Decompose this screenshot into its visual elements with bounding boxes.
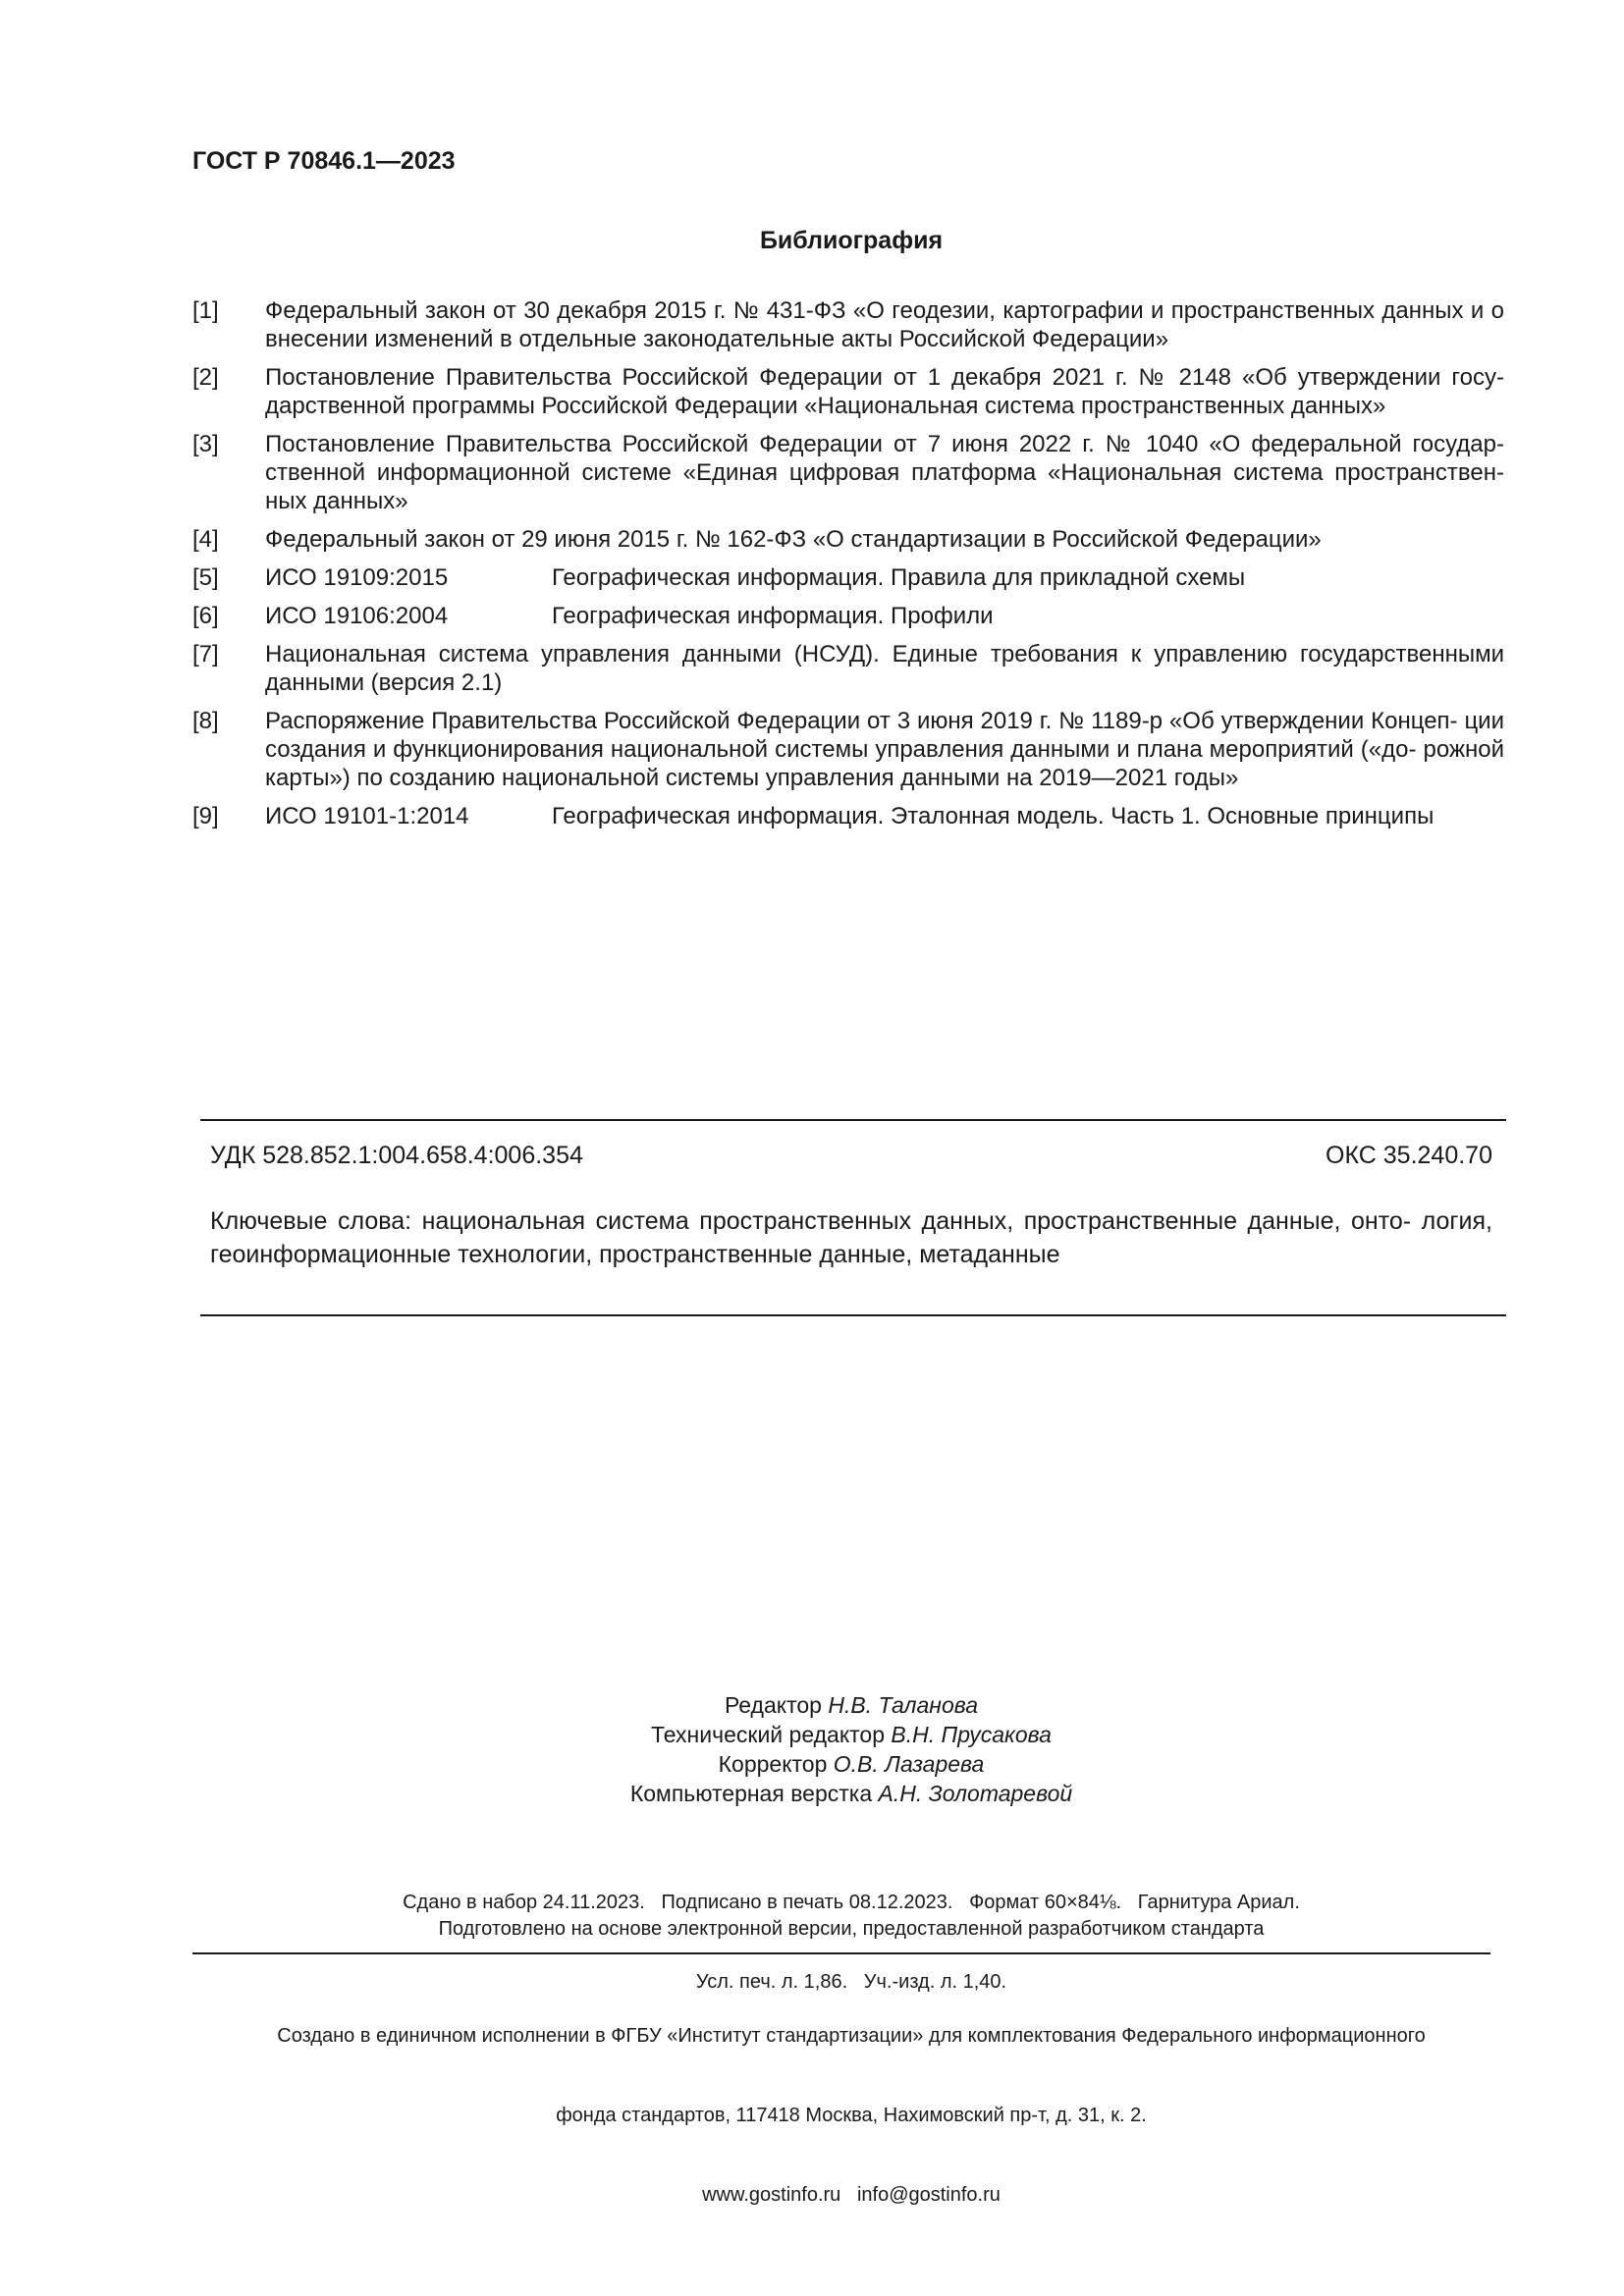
bibliography-item-text [265, 707, 1504, 792]
standard-code: ИСО 19106:2004 [265, 603, 449, 629]
bibliography-item [192, 363, 1504, 420]
bibliography-item-number: [5] [192, 564, 219, 591]
standard-code: ИСО 19101-1:2014 [265, 803, 469, 829]
editor-role: Редактор [724, 1692, 822, 1718]
divider-top [200, 1119, 1506, 1121]
text-line: Постановление Правительства Российской Федерации от 1 декабря 2021 г. № 2148 «Об утверждении госу- [265, 364, 1504, 391]
editor-line [0, 1779, 1624, 1808]
created-note-line: фонда стандартов, 117418 Москва, Нахимовский пр-т, д. 31, к. 2. [556, 2105, 1147, 2126]
divider-footer [192, 1952, 1490, 1954]
bibliography-item-number: [3] [192, 431, 219, 457]
text-line: ных данных» [265, 488, 408, 514]
text-line: рожной карты») по созданию национальной системы управления данными на 2019—2021 годы» [265, 736, 1505, 791]
standard-title: Географическая информация. Профили [552, 603, 994, 629]
text-line: Постановление Правительства Российской Федерации от 7 июня 2022 г. № 1040 «О федеральной государ- [265, 431, 1504, 457]
bibliography-item-text [265, 525, 1504, 554]
editor-name: О.В. Лазарева [833, 1751, 985, 1777]
text-line: Ключевые слова: национальная система пространственных данных, пространственные данные, онто- [210, 1207, 1412, 1235]
standard-title: Географическая информация. Правила для прикладной схемы [552, 564, 1246, 591]
bibliography-item-text [265, 430, 1504, 515]
standard-code: ИСО 19109:2015 [265, 564, 449, 591]
created-note-contacts: www.gostinfo.ru info@gostinfo.ru [702, 2184, 1001, 2206]
standard-title: Географическая информация. Эталонная модель. Часть 1. Основные принципы [552, 803, 1435, 829]
created-note [0, 1970, 1624, 2235]
bibliography-item-number: [8] [192, 708, 219, 734]
bibliography-item [192, 602, 1504, 630]
document-code: ГОСТ Р 70846.1—2023 [192, 147, 456, 175]
udk-code: УДК 528.852.1:004.658.4:006.354 [210, 1142, 583, 1169]
bibliography-item-text [265, 296, 1504, 353]
editor-role: Компьютерная верстка [629, 1781, 873, 1806]
bibliography-item [192, 430, 1504, 515]
divider-bottom [200, 1314, 1506, 1316]
oks-code: ОКС 35.240.70 [1326, 1142, 1492, 1169]
text-line: ственной информационной системе «Единая цифровая платформа «Национальная система пространствен- [265, 459, 1504, 486]
bibliography-item-text [265, 602, 1504, 630]
text-line: Федеральный закон от 29 июня 2015 г. № 162-ФЗ «О стандартизации в Российской Федерации» [265, 526, 1322, 553]
text-line: логия, геоинформационные технологии, пространственные данные, метаданные [210, 1207, 1492, 1268]
bibliography-item [192, 707, 1504, 792]
text-line: Национальная система управления данными (НСУД). Единые требования к управлению государственными [265, 641, 1504, 667]
bibliography-item [192, 640, 1504, 697]
bibliography-item-number: [4] [192, 526, 219, 553]
editor-role: Технический редактор [651, 1722, 886, 1747]
text-line: Федеральный закон от 30 декабря 2015 г. № 431-ФЗ «О геодезии, картографии и пространственных данных [265, 297, 1464, 324]
print-info-line: Сдано в набор 24.11.2023. Подписано в печать 08.12.2023. Формат 60×84⅛. Гарнитура Ариал. [403, 1892, 1300, 1913]
bibliography-item [192, 296, 1504, 353]
text-line: ции создания и функционирования национальной системы управления данными и плана мероприятий («до- [265, 708, 1504, 763]
bibliography-item-text [265, 363, 1504, 420]
text-line: данными (версия 2.1) [265, 669, 503, 696]
bibliography-item-number: [7] [192, 641, 219, 667]
editors-block [0, 1690, 1624, 1808]
editor-name: Н.В. Таланова [828, 1692, 979, 1718]
editor-name: А.Н. Золотаревой [878, 1781, 1073, 1806]
editor-line [0, 1690, 1624, 1720]
bibliography-item-number: [9] [192, 803, 219, 829]
print-info-line: Усл. печ. л. 1,86. Уч.-изд. л. 1,40. [695, 1971, 1007, 1993]
bibliography-item [192, 525, 1504, 554]
bibliography-item-number: [1] [192, 297, 219, 324]
keywords [210, 1204, 1492, 1271]
prepared-note: Подготовлено на основе электронной версии, предоставленной разработчиком стандарта [438, 1918, 1265, 1940]
bibliography-item-text [265, 640, 1504, 697]
editor-line [0, 1749, 1624, 1779]
editor-line [0, 1720, 1624, 1749]
text-line: дарственной программы Российской Федерации «Национальная система пространственных данных» [265, 393, 1386, 419]
bibliography-title: Библиография [759, 227, 944, 254]
editor-name: В.Н. Прусакова [891, 1722, 1052, 1747]
text-line: Распоряжение Правительства Российской Федерации от 3 июня 2019 г. № 1189-р «Об утверждении Концеп- [265, 708, 1458, 734]
text-line: и о внесении изменений в отдельные законодательные акты Российской Федерации» [265, 297, 1505, 352]
editor-role: Корректор [718, 1751, 828, 1777]
bibliography-item-number: [6] [192, 603, 219, 629]
bibliography-item-number: [2] [192, 364, 219, 391]
bibliography-item-text [265, 802, 1504, 830]
created-note-line: Создано в единичном исполнении в ФГБУ «Институт стандартизации» для комплектования Федерального информационного [277, 2025, 1426, 2047]
bibliography-item-text [265, 563, 1504, 592]
bibliography-item [192, 563, 1504, 592]
bibliography-list [192, 296, 1504, 840]
bibliography-item [192, 802, 1504, 830]
